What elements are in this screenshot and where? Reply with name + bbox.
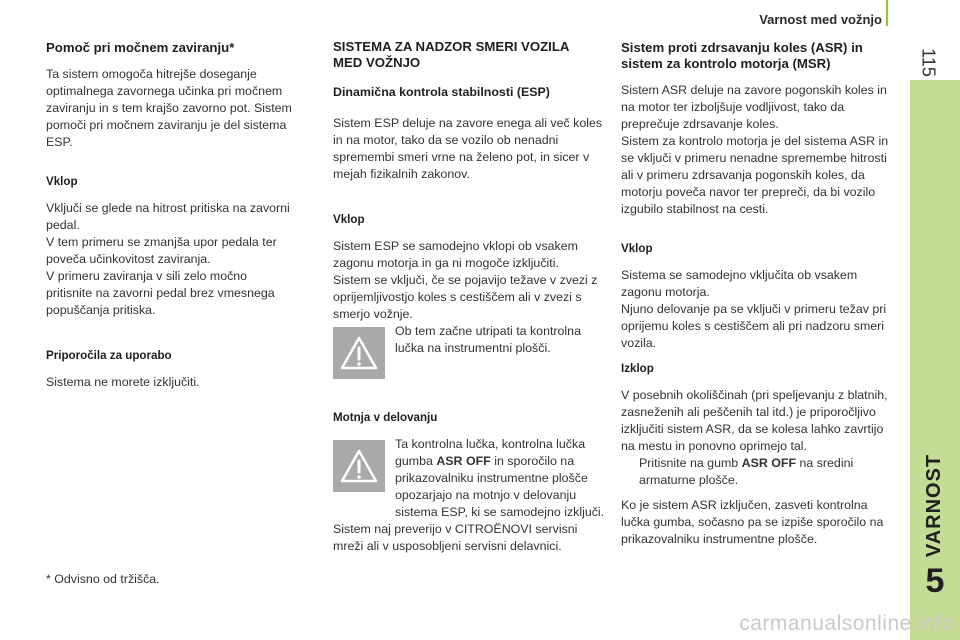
brake-assist-rec-text: Sistema ne morete izključiti. (46, 375, 200, 389)
section-title-asr: Sistem proti zdrsavanju koles (ASR) in sistem za kontrolo motorja (MSR) (621, 40, 863, 71)
esp-vklop-p1: Sistem ESP se samodejno vklopi ob vsakem zagonu motorja in ga ni mogoče izključiti. (333, 239, 578, 270)
chapter-label-text: VARNOST (923, 453, 946, 557)
esp-subtitle: Dinamična kontrola stabilnosti (ESP) (333, 85, 550, 99)
esp-fault-title: Motnja v delovanju (333, 411, 438, 424)
esp-vklop-p2: Sistem se vključi, če se pojavijo težave v zvezi z oprijemljivostjo koles s cestiščem ali v zvezi s smerjo vožnje. (333, 273, 598, 321)
brake-assist-vklop-title: Vklop (46, 175, 78, 188)
asr-vklop-p1: Sistema se samodejno vključita ob vsakem zagonu motorja. (621, 268, 858, 299)
asr-bullet-b: na sredini armaturne plošče. (639, 456, 854, 487)
chapter-number: 5 (925, 562, 945, 600)
esp-intro: Sistem ESP deluje na zavore enega ali več koles in na motor, tako da se vozilo ob nenadni spremembi smeri vrne na želeno pot, in sicer v mejah fizikalnih zakonov. (333, 116, 603, 181)
brake-assist-rec-title: Priporočila za uporabo (46, 349, 172, 362)
asr-izklop-p1: V posebnih okoliščinah (pri speljevanju z blatnih, zasneženih ali peščenih tal itd.) je priporočljivo izključiti sistem ASR, da se kolesa lahko zavrtijo na mestu in ponovno oprimejo tal. (621, 388, 888, 453)
esp-fault-text-a: Ta kontrolna lučka, kontrolna lučka gumba (395, 437, 586, 468)
asr-izklop-p2: Ko je sistem ASR izključen, zasveti kontrolna lučka gumba, sočasno pa se izpiše sporočilo na prikazovalniku instrumentne plošče. (621, 498, 884, 546)
brake-assist-vklop-p3: V primeru zaviranja v sili zelo močno pritisnite na zavorni pedal brez vmesnega popuščanja pritiska. (46, 269, 275, 317)
brake-assist-intro: Ta sistem omogoča hitrejše doseganje optimalnega zavornega učinka pri močnem zaviranju in s tem krajšo zavorno pot. Sistem pomoči pri močnem zaviranju je del sistema ESP. (46, 67, 292, 149)
brake-assist-vklop-p1: Vključi se glede na hitrost pritiska na zavorni pedal. (46, 201, 290, 232)
warning-triangle-icon (333, 327, 385, 379)
esp-vklop-title: Vklop (333, 213, 365, 226)
esp-warning-block (333, 323, 605, 381)
asr-intro-p1: Sistem ASR deluje na zavore pogonskih koles in na motor ter izboljšuje vodljivost, tako da preprečuje zdrsavanje koles. (621, 83, 887, 131)
esp-fault-block (333, 436, 605, 521)
section-title-brake-assist: Pomoč pri močnem zaviranju* (46, 40, 235, 55)
esp-fault-p2: Sistem naj preverijo v CITROËNOVI servisni mreži ali v usposobljeni servisni delavnici. (333, 522, 578, 553)
section-title-direction-control-line2: MED VOŽNJO (333, 55, 421, 70)
running-header: Varnost med vožnjo (759, 12, 882, 27)
footnote: * Odvisno od tržišča. (46, 572, 160, 586)
chapter-label (909, 455, 960, 555)
brake-assist-vklop-p2: V tem primeru se zmanjša upor pedala ter poveča učinkovitost zaviranja. (46, 235, 277, 266)
esp-warning-text: Ob tem začne utripati ta kontrolna lučka na instrumentni plošči. (395, 324, 581, 355)
warning-triangle-icon (333, 440, 385, 492)
asr-bullet-a: Pritisnite na gumb (639, 456, 739, 470)
bullet-marker (621, 455, 639, 489)
column-esp (333, 40, 605, 555)
asr-bullet (621, 455, 893, 489)
watermark: carmanualsonline.info (739, 612, 954, 635)
asr-izklop-title: Izklop (621, 362, 654, 375)
column-asr (621, 40, 893, 548)
asr-vklop-title: Vklop (621, 242, 653, 255)
asr-bullet-text (639, 455, 893, 489)
asr-vklop-p2: Njuno delovanje pa se vključi v primeru težav pri oprijemu koles s cestiščem ali pri nadzoru smeri vozila. (621, 302, 887, 350)
esp-fault-text-b: in sporočilo na prikazovalniku instrumentne plošče opozarjajo na motnjo v delovanju sistema ESP, ki se samodejno izključi. (395, 454, 605, 519)
header-rule (886, 0, 888, 26)
section-title-direction-control: SISTEMA ZA NADZOR SMERI VOZILA (333, 39, 570, 54)
asr-intro-p2: Sistem za kontrolo motorja je del sistema ASR in se vključi v primeru nenadne spremembe hitrosti ali v primeru zdrsavanja pogonskih koles, da motorju poveča navor ter prepreči, da bi vozilo izgubilo stabilnost na cesti. (621, 134, 889, 216)
asr-off-label: ASR OFF (436, 454, 491, 468)
esp-fault-text-start (395, 436, 605, 521)
page-number: 115 (918, 48, 939, 77)
column-brake-assist (46, 40, 296, 391)
asr-off-button-label: ASR OFF (741, 456, 797, 470)
